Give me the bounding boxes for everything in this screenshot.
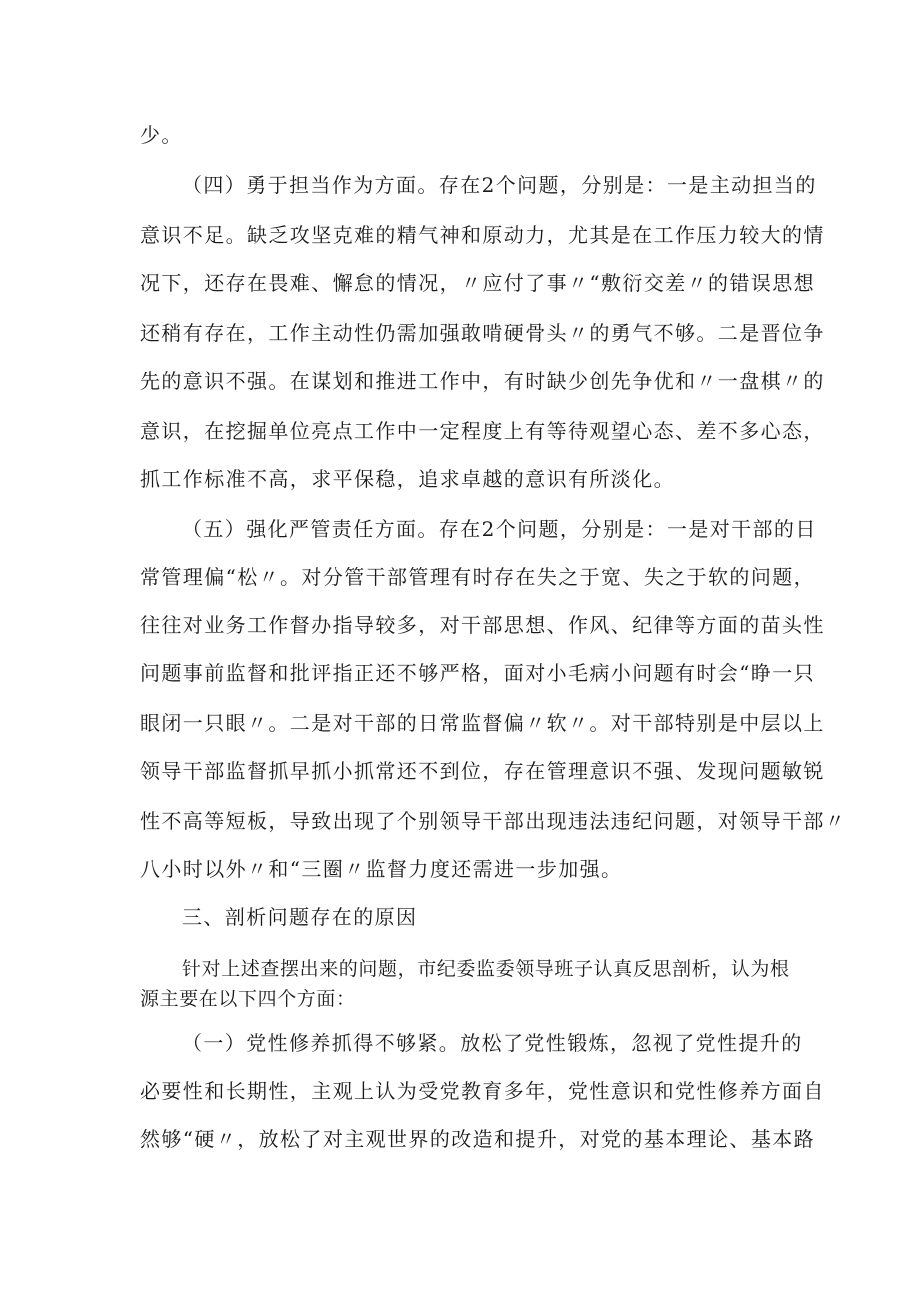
text-line: 往往对业务工作督办指导较多，对干部思想、作风、纪律等方面的苗头性	[140, 613, 825, 637]
text-line: 然够“硬〃，放松了对主观世界的改造和提升，对党的基本理论、基本路	[140, 1127, 816, 1151]
text-line: 先的意识不强。在谋划和推进工作中，有时缺少创先争优和〃一盘棋〃的	[140, 369, 825, 393]
text-line: 常管理偏“松〃。对分管干部管理有时存在失之于宽、失之于软的问题，	[140, 565, 816, 589]
text-line: 少。	[140, 123, 183, 147]
text-line: 源主要在以下四个方面：	[140, 988, 356, 1010]
text-line: 意识，在挖掘单位亮点工作中一定程度上有等待观望心态、差不多心态，	[140, 419, 825, 443]
text-line: 必要性和长期性，主观上认为受党教育多年，党性意识和党性修养方面自	[140, 1079, 825, 1103]
paragraph-first-line: （一）党性修养抓得不够紧。放松了党性锻炼，忽视了党性提升的	[182, 1031, 803, 1055]
text-line: 领导干部监督抓早抓小抓常还不到位，存在管理意识不强、发现问题敏锐	[140, 759, 825, 783]
text-line: 问题事前监督和批评指正还不够严格，面对小毛病小问题有时会“睁一只	[140, 661, 816, 685]
paragraph-first-line: 针对上述查摆出来的问题，市纪委监委领导班子认真反思剖析，认为根	[182, 958, 790, 980]
text-line: 性不高等短板，导致出现了个别领导干部出现违法违纪问题，对领导干部〃	[140, 809, 847, 833]
text-line: 眼闭一只眼〃。二是对干部的日常监督偏〃软〃。对干部特别是中层以上	[140, 711, 825, 735]
text-line: 意识不足。缺乏攻坚克难的精气神和原动力，尤其是在工作压力较大的情	[140, 223, 825, 247]
paragraph-first-line: （五）强化严管责任方面。存在2个问题，分别是：一是对干部的日	[182, 517, 817, 541]
text-line: 抓工作标准不高，求平保稳，追求卓越的意识有所淡化。	[140, 467, 675, 491]
section-heading: 三、剖析问题存在的原因	[182, 905, 418, 929]
text-line: 况下，还存在畏难、懈怠的情况，〃应付了事〃“敷衍交差〃的错误思想	[140, 271, 816, 295]
text-line: 八小时以外〃和“三圈〃监督力度还需进一步加强。	[140, 857, 623, 881]
paragraph-first-line: （四）勇于担当作为方面。存在2个问题，分别是：一是主动担当的	[182, 173, 817, 197]
text-line: 还稍有存在，工作主动性仍需加强敢啃硬骨头〃的勇气不够。二是晋位争	[140, 321, 825, 345]
